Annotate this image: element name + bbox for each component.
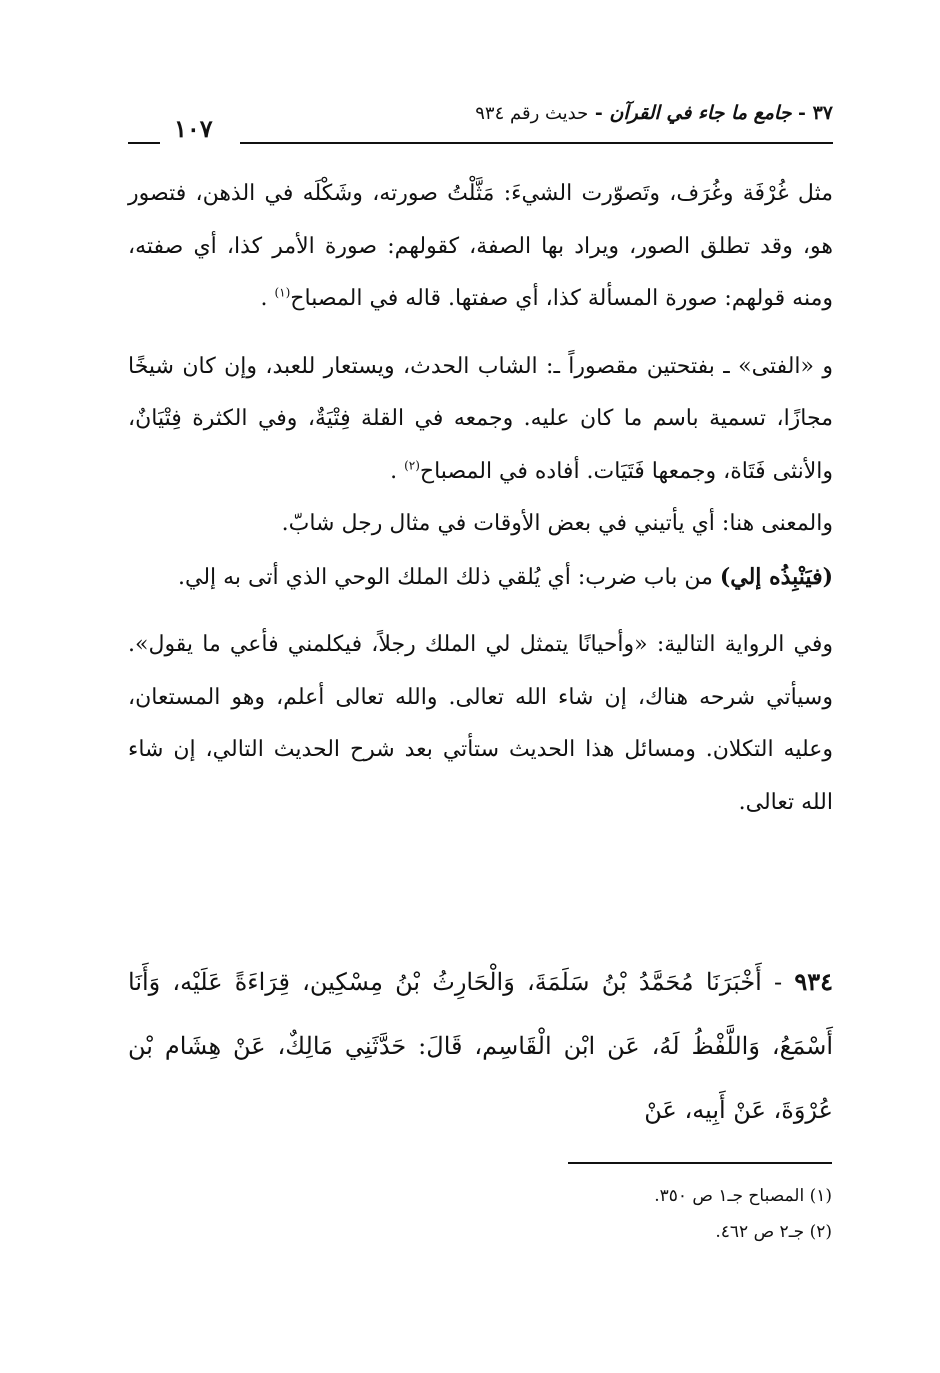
footnote-ref-2: (٢) <box>404 458 420 473</box>
paragraph-4 <box>128 551 833 605</box>
page-header <box>128 96 833 146</box>
header-rule-short <box>128 142 160 144</box>
hadith-number: ٩٣٤ <box>794 967 833 996</box>
page-number: ١٠٧ <box>174 114 213 143</box>
chapter-number: ٣٧ <box>812 102 833 124</box>
paragraph-2: و «الفتى» ـ بفتحتين مقصوراً ـ: الشاب الحدث، ويستعار للعبد، وإن كان شيخًا مجازًا، تسمية باسم ما كان عليه. وجمعه في القلة فِتْيَةٌ، وفي الكثرة فِتْيَانٌ، والأنثى فَتَاة، وجمعها فَتَيَات. أفاده في المصباح$^{(٢)}$ . <box>128 353 833 484</box>
hadith-text-block <box>128 950 833 1142</box>
paragraph-2-text: و «الفتى» ـ بفتحتين مقصوراً ـ: الشاب الحدث، ويستعار للعبد، وإن كان شيخًا مجازًا، تسمية باسم ما كان عليه. وجمعه في القلة فِتْيَةٌ، وفي الكثرة فِتْيَانٌ، والأنثى فَتَاة، وجمعها فَتَيَات. أفاده في المصباح <box>128 353 833 484</box>
footnotes <box>480 1178 832 1250</box>
footnote-2: (٢) جـ٢ ص ٤٦٢. <box>715 1222 832 1242</box>
hadith-reference: حديث رقم ٩٣٤ <box>475 103 589 124</box>
chapter-title: جامع ما جاء في القرآن <box>609 102 792 124</box>
paragraph-4-text: من باب ضرب: أي يُلقي ذلك الملك الوحي الذي أتى به إلي. <box>177 564 713 590</box>
footnote-ref-1: (١) <box>274 285 291 300</box>
paragraph-1: مثل غُرْفَة وغُرَف، وتَصوّرت الشيءَ: مَثَّلْتُ صورته، وشَكْلَه في الذهن، فتصور هو، وقد تطلق الصور، ويراد بها الصفة، كقولهم: صورة الأمر كذا، أي صفته، ومنه قولهم: صورة المسألة كذا، أي صفتها. قاله في المصباح$^{(١)}$ . <box>128 181 833 311</box>
running-title: ٣٧ - جامع ما جاء في القرآن - حديث رقم ٩٣٤ <box>475 102 833 124</box>
header-rule-long <box>240 142 833 144</box>
hadith-keyword: (فيَنْبِذُه إلي) <box>719 563 833 590</box>
footnote-rule <box>568 1162 832 1164</box>
footnote-1: (١) المصباح جـ١ ص ٣٥٠. <box>654 1186 832 1206</box>
hadith-text: أَخْبَرَنَا مُحَمَّدُ بْنُ سَلَمَةَ، وَالْحَارِثُ بْنُ مِسْكِين، قِرَاءَةً عَلَيْه، وَأَنَا أَسْمَعُ، وَاللَّفْظُ لَهُ، عَن ابْن الْقَاسِم، قَالَ: حَدَّثَنِي مَالِكٌ، عَنْ هِشَام بْن عُرْوَةَ، عَنْ أَبِيه، عَنْ <box>128 968 833 1124</box>
hadith-paragraph: ٩٣٤ - أَخْبَرَنَا مُحَمَّدُ بْنُ سَلَمَةَ، وَالْحَارِثُ بْنُ مِسْكِين، قِرَاءَةً عَلَيْه، وَأَنَا أَسْمَعُ، وَاللَّفْظُ لَهُ، عَن ابْن الْقَاسِم، قَالَ: حَدَّثَنِي مَالِكٌ، عَنْ هِشَام بْن عُرْوَةَ، عَنْ أَبِيه، عَنْ <box>128 967 833 1124</box>
paragraph-3: والمعنى هنا: أي يأتيني في بعض الأوقات في مثال رجل شابّ. <box>281 511 833 536</box>
commentary-text <box>128 168 833 829</box>
paragraph-1-text: مثل غُرْفَة وغُرَف، وتَصوّرت الشيءَ: مَثَّلْتُ صورته، وشَكْلَه في الذهن، فتصور هو، وقد تطلق الصور، ويراد بها الصفة، كقولهم: صورة الأمر كذا، أي صفته، ومنه قولهم: صورة المسألة كذا، أي صفتها. قاله في المصباح <box>128 181 833 311</box>
paragraph-5: وفي الرواية التالية: «وأحيانًا يتمثل لي الملك رجلاً، فيكلمني فأعي ما يقول». وسيأتي شرحه هناك، إن شاء الله تعالى. والله تعالى أعلم، وهو المستعان، وعليه التكلان. ومسائل هذا الحديث ستأتي بعد شرح الحديث التالي، إن شاء الله تعالى. <box>128 632 833 815</box>
